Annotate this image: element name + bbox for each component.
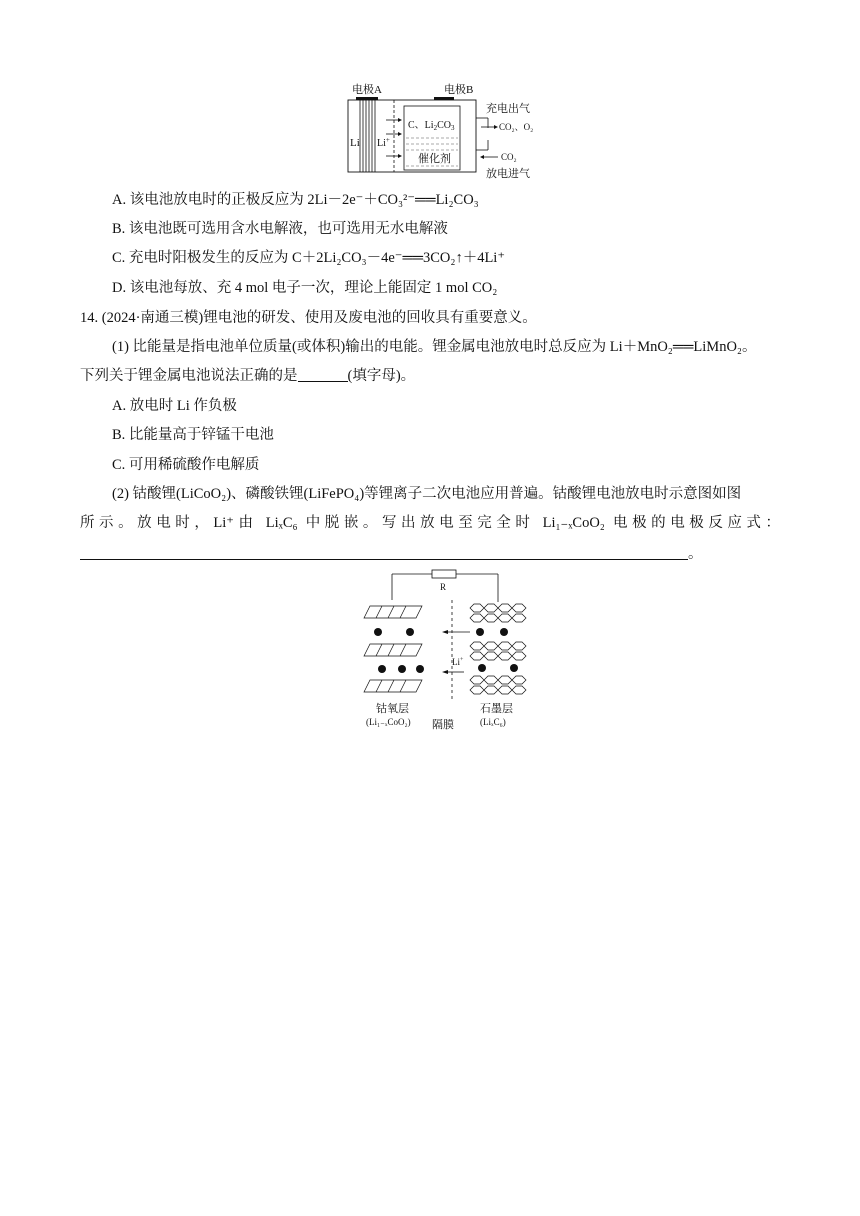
q13-option-b [112, 219, 448, 239]
li-co2-battery-diagram [336, 80, 556, 182]
catalyst-label: 催化剂 [418, 153, 451, 165]
option-text: 该电池既可选用含水电解液，也可选用无水电解液 [128, 221, 448, 237]
q14-option-b [112, 425, 274, 445]
q14-header: 14. (2024·南通三模)锂电池的研发、使用及废电池的回收具有重要意义。 [80, 310, 537, 326]
li-ion-label: Li+ [377, 136, 390, 149]
q14-part2-line2: 所示。放电时，Li⁺由 LiₓC₆ 中脱嵌。写出放电至完全时 Li₁₋ₓCoO₂ 电极的电极反应式： [80, 515, 780, 531]
option-label: B. [112, 221, 126, 237]
q14-part1-line1: (1) 比能量是指电池单位质量(或体积)输出的电能。锂金属电池放电时总反应为 Li＋MnO₂══LiMnO₂。 [112, 339, 757, 355]
q14-part2-line1: (2) 钴酸锂(LiCoO₂)、磷酸铁锂(LiFePO₄)等锂离子二次电池应用普遍。钴酸锂电池放电时示意图如图 [112, 486, 742, 502]
option-label: D. [112, 280, 127, 296]
option-label: C. [112, 457, 126, 473]
q13-option-c [112, 248, 505, 268]
licoo2-battery-diagram [356, 566, 536, 732]
li-metal-label: Li [350, 137, 360, 149]
option-text: 比能量高于锌锰干电池 [128, 427, 274, 443]
discharge-in-label: 放电进气 [486, 168, 530, 180]
option-text: 充电时阳极发生的反应为 C＋2Li₂CO₃－4e⁻══3CO₂↑＋4Li⁺ [128, 250, 505, 266]
resistor-label: R [440, 582, 447, 592]
q14-option-c [112, 455, 259, 475]
gas-out-label: CO₂、O₂ [499, 122, 534, 132]
graphite-layer-label: 石墨层 [480, 703, 513, 715]
answer-line[interactable] [80, 559, 688, 560]
graphite-layer-formula: (LiₓC₆) [480, 717, 506, 727]
charge-out-label: 充电出气 [486, 103, 530, 115]
electrode-a-label: 电极A [352, 84, 382, 96]
cathode-label: C、$Li_2CO_3$ [408, 120, 455, 132]
q14-part1-line2 [80, 366, 415, 386]
electrode-b-label: 电极B [444, 84, 474, 96]
separator-label: 隔膜 [432, 719, 454, 731]
q14-option-a [112, 396, 237, 416]
q13-option-d [112, 278, 497, 298]
answer-line-end: 。 [688, 546, 703, 562]
q13-option-a [112, 190, 479, 210]
cobalt-layer-label: 钴氧层 [376, 703, 409, 715]
option-text: 该电池每放、充 4 mol 电子一次，理论上能固定 1 mol CO₂ [129, 280, 498, 296]
option-label: A. [112, 398, 127, 414]
cobalt-oxide-layers [364, 606, 422, 692]
cobalt-layer-formula: (Li₁₋ₓCoO₂) [366, 717, 411, 727]
li-ion-label: Li+ [452, 657, 464, 667]
option-text: 该电池放电时的正极反应为 2Li－2e⁻＋CO₃²⁻══Li₂CO₃ [129, 192, 479, 208]
option-label: A. [112, 192, 127, 208]
option-text: 可用稀硫酸作电解质 [128, 457, 260, 473]
question-text: 下列关于锂金属电池说法正确的是 [80, 368, 298, 384]
option-label: C. [112, 250, 126, 266]
question-text-tail: (填字母)。 [347, 368, 416, 384]
gas-in-label: CO₂ [501, 152, 517, 162]
option-text: 放电时 Li 作负极 [129, 398, 237, 414]
option-label: B. [112, 427, 126, 443]
graphite-layers [470, 604, 526, 694]
answer-blank[interactable] [298, 367, 348, 382]
